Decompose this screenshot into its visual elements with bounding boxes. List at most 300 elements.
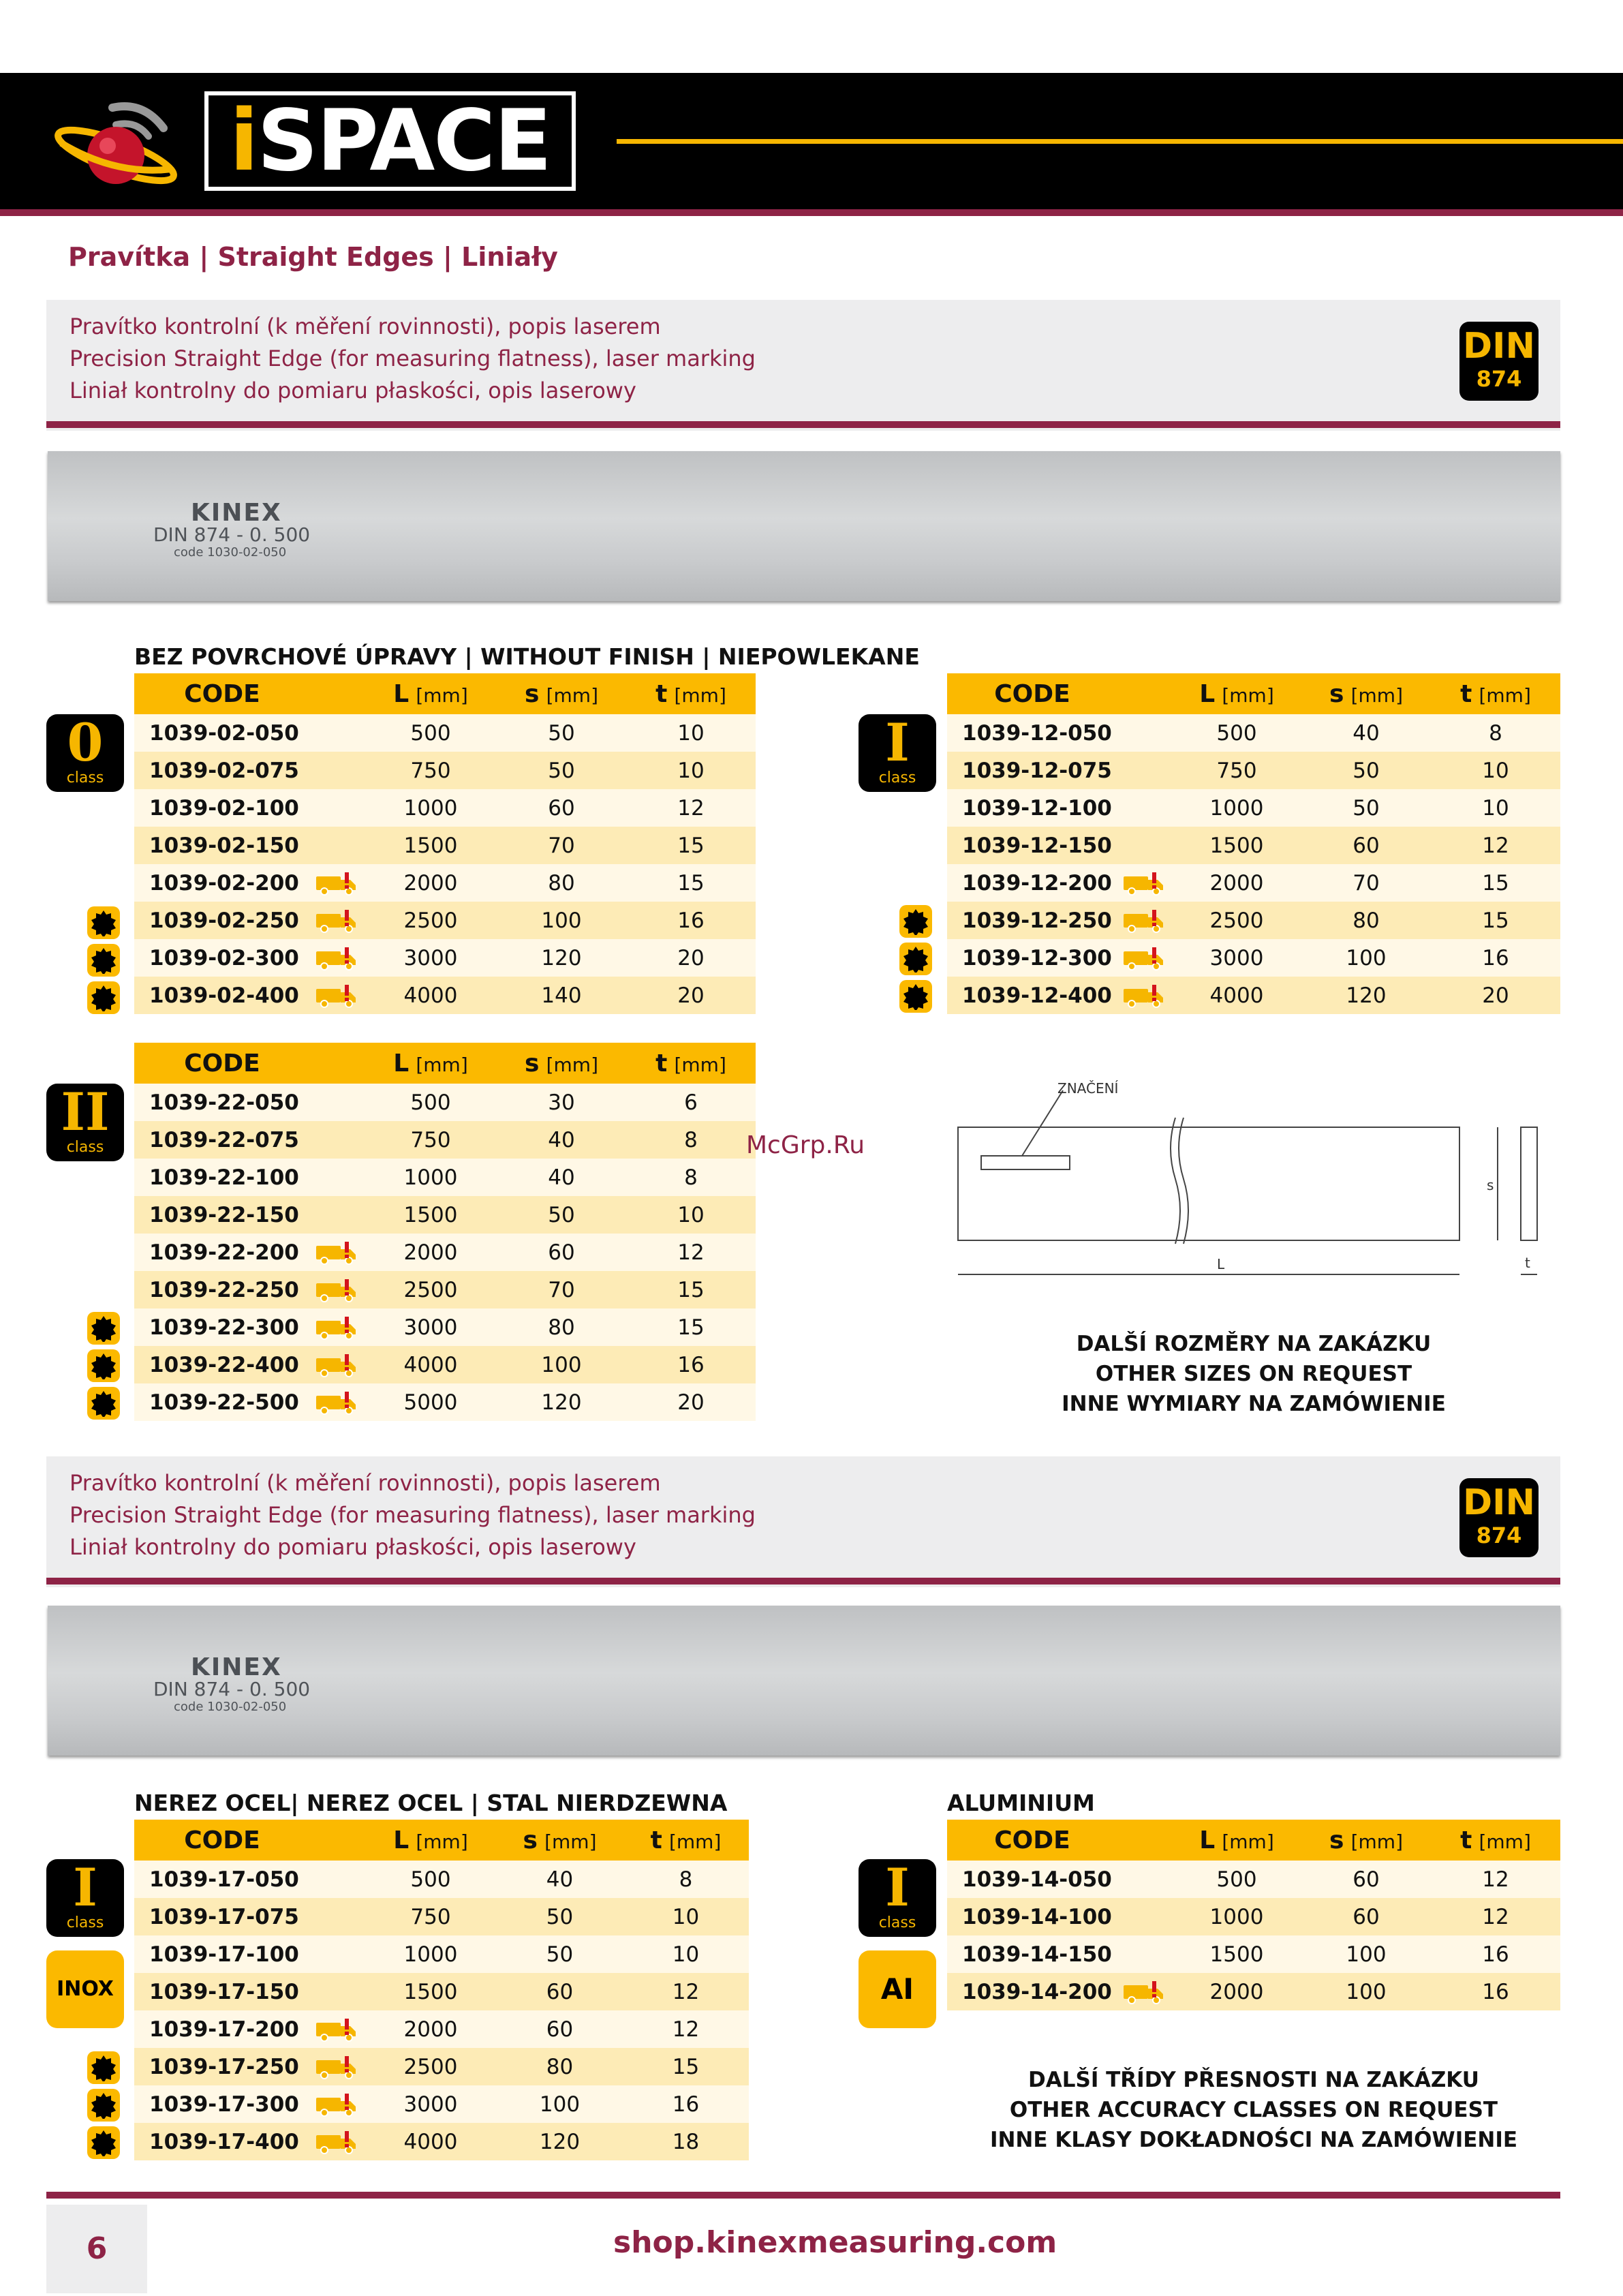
- table-row: [134, 1346, 756, 1383]
- cell-thickness: 6: [626, 1084, 756, 1121]
- code-marking: code 1030-02-050: [174, 545, 287, 560]
- table-row: [947, 977, 1560, 1014]
- cell-length: 1000: [365, 1159, 497, 1196]
- cell-thickness: 20: [1431, 977, 1560, 1014]
- din-marking: DIN 874 - 0. 500: [153, 523, 311, 546]
- inox-table: [134, 1820, 749, 2160]
- cell-code: 1039-22-150: [134, 1196, 310, 1234]
- cell-thickness: 8: [626, 1121, 756, 1159]
- cell-thickness: 15: [626, 864, 756, 902]
- cell-width: 60: [1301, 827, 1431, 864]
- cell-length: 750: [365, 1898, 497, 1935]
- cell-length: 2000: [365, 864, 497, 902]
- cell-width: 60: [497, 1234, 626, 1271]
- table-header-row: [134, 1043, 756, 1084]
- class-1-badge: I class: [859, 714, 936, 792]
- cell-length: 2500: [365, 2048, 497, 2085]
- delivery-truck-icon: [1117, 1973, 1172, 2010]
- alu-table: [947, 1820, 1560, 2010]
- cell-width: 50: [497, 1196, 626, 1234]
- new-item-icon: [87, 906, 120, 939]
- cell-code: 1039-12-100: [947, 789, 1117, 827]
- delivery-truck-icon: [1117, 977, 1172, 1014]
- cell-code: 1039-17-150: [134, 1973, 310, 2010]
- cell-width: 40: [1301, 714, 1431, 752]
- delivery-truck-icon: [1117, 864, 1172, 902]
- col-t: t [mm]: [626, 1043, 756, 1084]
- cell-thickness: 12: [626, 789, 756, 827]
- cell-code: 1039-14-050: [947, 1861, 1117, 1898]
- cell-thickness: 10: [626, 714, 756, 752]
- table-row: [134, 2048, 749, 2085]
- cell-code: 1039-02-400: [134, 977, 310, 1014]
- cell-code: 1039-17-200: [134, 2010, 310, 2048]
- cell-empty: [310, 1898, 365, 1935]
- description-box-1: [46, 300, 1560, 431]
- table-row: [134, 714, 756, 752]
- cell-length: 750: [365, 1121, 497, 1159]
- cell-thickness: 12: [623, 1973, 749, 2010]
- cell-code: 1039-02-250: [134, 902, 310, 939]
- description-en: Precision Straight Edge (for measuring flatness), laser marking: [69, 1502, 756, 1528]
- cell-length: 1000: [365, 789, 497, 827]
- kinex-brand-mark: KINEX: [191, 1653, 282, 1681]
- cell-width: 100: [1301, 939, 1431, 977]
- cell-width: 80: [1301, 902, 1431, 939]
- cell-empty: [310, 1084, 365, 1121]
- col-l: L [mm]: [365, 1043, 497, 1084]
- table-row: [947, 864, 1560, 902]
- new-item-icon: [87, 2089, 120, 2122]
- table-header-row: [134, 673, 756, 714]
- cell-thickness: 15: [626, 827, 756, 864]
- cell-code: 1039-12-200: [947, 864, 1117, 902]
- table-row: [947, 939, 1560, 977]
- table-row: [947, 1898, 1560, 1935]
- cell-length: 1500: [365, 1973, 497, 2010]
- cell-length: 500: [365, 1084, 497, 1121]
- col-code: CODE: [134, 673, 310, 714]
- delivery-truck-icon: [310, 902, 365, 939]
- cell-empty: [310, 827, 365, 864]
- col-l: L [mm]: [1172, 1820, 1301, 1861]
- cell-width: 100: [497, 2085, 623, 2123]
- cell-code: 1039-14-200: [947, 1973, 1117, 2010]
- table-row: [134, 827, 756, 864]
- new-item-icon: [87, 981, 120, 1014]
- cell-length: 3000: [365, 1308, 497, 1346]
- cell-width: 50: [497, 752, 626, 789]
- cell-thickness: 15: [626, 1308, 756, 1346]
- inox-title: NEREZ OCEL| NEREZ OCEL | STAL NIERDZEWNA: [134, 1790, 728, 1816]
- table-row: [947, 752, 1560, 789]
- table-row: [947, 789, 1560, 827]
- cell-width: 100: [497, 902, 626, 939]
- delivery-truck-icon: [310, 864, 365, 902]
- cell-length: 750: [365, 752, 497, 789]
- cell-thickness: 16: [1431, 1935, 1560, 1973]
- cell-width: 140: [497, 977, 626, 1014]
- thickness-label: t: [1525, 1255, 1530, 1271]
- cell-width: 30: [497, 1084, 626, 1121]
- new-item-icon: [87, 2051, 120, 2084]
- col-t: t [mm]: [623, 1820, 749, 1861]
- other-classes-note: DALŠÍ TŘÍDY PŘESNOSTI NA ZAKÁZKU OTHER ACCURACY CLASSES ON REQUEST INNE KLASY DOKŁADNOŚCI NA ZAMÓWIENIE: [989, 2068, 1518, 2152]
- col-l: L [mm]: [365, 1820, 497, 1861]
- cell-code: 1039-17-100: [134, 1935, 310, 1973]
- cell-code: 1039-14-150: [947, 1935, 1117, 1973]
- class-1-table: [947, 673, 1560, 1014]
- cell-length: 4000: [1172, 977, 1301, 1014]
- alu-material-badge: AI: [859, 1950, 936, 2028]
- cell-code: 1039-12-150: [947, 827, 1117, 864]
- col-s: s [mm]: [1301, 1820, 1431, 1861]
- table-row: [947, 714, 1560, 752]
- table-row: [134, 1973, 749, 2010]
- inox-class-badge: I class: [46, 1859, 124, 1937]
- cell-width: 70: [497, 1271, 626, 1308]
- cell-width: 60: [497, 1973, 623, 2010]
- cell-thickness: 16: [623, 2085, 749, 2123]
- header-divider: [0, 209, 1623, 216]
- cell-length: 1500: [365, 827, 497, 864]
- cell-width: 50: [497, 1935, 623, 1973]
- new-item-icon: [899, 943, 932, 975]
- cell-length: 3000: [1172, 939, 1301, 977]
- cell-code: 1039-22-500: [134, 1383, 310, 1421]
- table-row: [134, 939, 756, 977]
- new-item-icon: [87, 1387, 120, 1420]
- table-row: [947, 1973, 1560, 2010]
- description-divider-2: [46, 1578, 1560, 1585]
- cell-width: 80: [497, 1308, 626, 1346]
- cell-empty: [310, 752, 365, 789]
- table-header-row: [947, 1820, 1560, 1861]
- delivery-truck-icon: [310, 2123, 365, 2160]
- cell-thickness: 12: [626, 1234, 756, 1271]
- cell-thickness: 18: [623, 2123, 749, 2160]
- cell-width: 40: [497, 1121, 626, 1159]
- cell-thickness: 10: [623, 1935, 749, 1973]
- class-2-table: [134, 1043, 756, 1421]
- cell-empty: [310, 1935, 365, 1973]
- col-s: s [mm]: [1301, 673, 1431, 714]
- code-marking: code 1030-02-050: [174, 1700, 287, 1714]
- cell-length: 2500: [1172, 902, 1301, 939]
- cell-length: 500: [1172, 1861, 1301, 1898]
- table-row: [134, 2123, 749, 2160]
- page-number: 6: [86, 2231, 108, 2266]
- cell-width: 70: [1301, 864, 1431, 902]
- cell-thickness: 10: [1431, 752, 1560, 789]
- cell-length: 2000: [1172, 1973, 1301, 2010]
- cell-length: 1000: [365, 1935, 497, 1973]
- logo-letter-i: i: [230, 92, 258, 190]
- other-sizes-note: DALŠÍ ROZMĚRY NA ZAKÁZKU OTHER SIZES ON REQUEST INNE WYMIARY NA ZAMÓWIENIE: [1062, 1332, 1446, 1416]
- cell-empty: [1117, 1898, 1172, 1935]
- cell-empty: [1117, 1861, 1172, 1898]
- cell-thickness: 12: [623, 2010, 749, 2048]
- cell-thickness: 10: [1431, 789, 1560, 827]
- cell-width: 80: [497, 2048, 623, 2085]
- cell-length: 2000: [1172, 864, 1301, 902]
- cell-code: 1039-12-400: [947, 977, 1117, 1014]
- footer-divider: [46, 2192, 1560, 2199]
- cell-code: 1039-12-300: [947, 939, 1117, 977]
- cell-thickness: 10: [626, 1196, 756, 1234]
- cell-width: 40: [497, 1861, 623, 1898]
- description-pl: Liniał kontrolny do pomiaru płaskości, opis laserowy: [69, 378, 636, 403]
- cell-length: 2000: [365, 1234, 497, 1271]
- table-row: [947, 1935, 1560, 1973]
- cell-code: 1039-02-200: [134, 864, 310, 902]
- description-box-2: [46, 1456, 1560, 1587]
- cell-code: 1039-12-250: [947, 902, 1117, 939]
- cell-code: 1039-22-075: [134, 1121, 310, 1159]
- cell-code: 1039-22-200: [134, 1234, 310, 1271]
- delivery-truck-icon: [310, 1346, 365, 1383]
- shop-link[interactable]: shop.kinexmeasuring.com: [613, 2225, 1057, 2260]
- cell-length: 750: [1172, 752, 1301, 789]
- cell-code: 1039-02-150: [134, 827, 310, 864]
- table-row: [134, 1271, 756, 1308]
- planet-logo-icon: [48, 87, 184, 196]
- cell-width: 100: [1301, 1973, 1431, 2010]
- col-s: s [mm]: [497, 673, 626, 714]
- table-row: [947, 1861, 1560, 1898]
- table-row: [134, 2010, 749, 2048]
- table-row: [134, 1084, 756, 1121]
- cell-width: 50: [497, 1898, 623, 1935]
- new-item-icon: [87, 1349, 120, 1382]
- description-cz: Pravítko kontrolní (k měření rovinnosti), popis laserem: [69, 1470, 661, 1496]
- cell-code: 1039-22-050: [134, 1084, 310, 1121]
- delivery-truck-icon: [310, 977, 365, 1014]
- straight-edge-photo-1: [48, 451, 1560, 601]
- description-pl: Liniał kontrolny do pomiaru płaskości, opis laserowy: [69, 1534, 636, 1560]
- cell-code: 1039-17-300: [134, 2085, 310, 2123]
- cell-empty: [1117, 714, 1172, 752]
- description-cz: Pravítko kontrolní (k měření rovinnosti), popis laserem: [69, 313, 661, 339]
- cell-empty: [310, 1861, 365, 1898]
- ispace-logo: [204, 91, 576, 191]
- cell-thickness: 20: [626, 977, 756, 1014]
- cell-code: 1039-22-100: [134, 1159, 310, 1196]
- length-label: L: [1217, 1256, 1225, 1272]
- table-row: [134, 752, 756, 789]
- cell-code: 1039-17-400: [134, 2123, 310, 2160]
- col-code: CODE: [947, 1820, 1117, 1861]
- class-0-table: [134, 673, 756, 1014]
- col-s: s [mm]: [497, 1820, 623, 1861]
- inox-material-badge: INOX: [46, 1950, 124, 2028]
- cell-thickness: 20: [626, 939, 756, 977]
- logo-letters-space: SPACE: [257, 92, 551, 190]
- cell-empty: [310, 1159, 365, 1196]
- table-row: [134, 1196, 756, 1234]
- cell-thickness: 15: [1431, 902, 1560, 939]
- cell-width: 50: [1301, 789, 1431, 827]
- din-874-badge: DIN 874: [1459, 322, 1539, 401]
- delivery-truck-icon: [310, 1308, 365, 1346]
- cell-width: 50: [497, 714, 626, 752]
- page-title: Pravítka | Straight Edges | Liniały: [68, 242, 558, 272]
- delivery-truck-icon: [310, 1234, 365, 1271]
- cell-width: 100: [1301, 1935, 1431, 1973]
- cell-width: 60: [497, 789, 626, 827]
- cell-length: 5000: [365, 1383, 497, 1421]
- cell-length: 1000: [1172, 789, 1301, 827]
- col-l: L [mm]: [365, 673, 497, 714]
- kinex-brand-mark: KINEX: [191, 499, 282, 527]
- cell-length: 3000: [365, 2085, 497, 2123]
- cell-thickness: 20: [626, 1383, 756, 1421]
- cell-thickness: 12: [1431, 1861, 1560, 1898]
- cell-length: 1500: [1172, 827, 1301, 864]
- table-row: [134, 864, 756, 902]
- table-row: [134, 902, 756, 939]
- delivery-truck-icon: [310, 2048, 365, 2085]
- cell-thickness: 16: [1431, 939, 1560, 977]
- cell-code: 1039-17-250: [134, 2048, 310, 2085]
- delivery-truck-icon: [1117, 939, 1172, 977]
- cell-code: 1039-22-400: [134, 1346, 310, 1383]
- table-row: [134, 1383, 756, 1421]
- table-row: [134, 1935, 749, 1973]
- cell-length: 4000: [365, 2123, 497, 2160]
- col-code: CODE: [134, 1820, 310, 1861]
- cell-width: 120: [497, 2123, 623, 2160]
- delivery-truck-icon: [1117, 902, 1172, 939]
- col-t: t [mm]: [626, 673, 756, 714]
- cell-thickness: 12: [1431, 827, 1560, 864]
- cell-code: 1039-12-050: [947, 714, 1117, 752]
- cell-code: 1039-22-250: [134, 1271, 310, 1308]
- cell-length: 1500: [1172, 1935, 1301, 1973]
- table-row: [134, 789, 756, 827]
- cell-empty: [310, 1973, 365, 2010]
- table-header-row: [947, 673, 1560, 714]
- cell-width: 80: [497, 864, 626, 902]
- cell-code: 1039-12-075: [947, 752, 1117, 789]
- table-row: [134, 1159, 756, 1196]
- delivery-truck-icon: [310, 2085, 365, 2123]
- cell-empty: [1117, 827, 1172, 864]
- cell-width: 60: [1301, 1898, 1431, 1935]
- new-item-icon: [87, 2126, 120, 2159]
- width-label: s: [1487, 1177, 1494, 1193]
- cell-width: 60: [497, 2010, 623, 2048]
- col-t: t [mm]: [1431, 673, 1560, 714]
- cell-code: 1039-02-100: [134, 789, 310, 827]
- cell-thickness: 12: [1431, 1898, 1560, 1935]
- cell-length: 500: [1172, 714, 1301, 752]
- cell-empty: [1117, 789, 1172, 827]
- cell-empty: [310, 1121, 365, 1159]
- finish-title: BEZ POVRCHOVÉ ÚPRAVY | WITHOUT FINISH | NIEPOWLEKANE: [134, 643, 920, 670]
- cell-code: 1039-02-075: [134, 752, 310, 789]
- new-item-icon: [899, 980, 932, 1013]
- table-row: [134, 1121, 756, 1159]
- new-item-icon: [87, 1312, 120, 1345]
- cell-length: 3000: [365, 939, 497, 977]
- cell-length: 500: [365, 1861, 497, 1898]
- table-row: [947, 827, 1560, 864]
- cell-empty: [1117, 1935, 1172, 1973]
- table-row: [947, 902, 1560, 939]
- header-yellow-rule: [617, 139, 1623, 144]
- cell-width: 70: [497, 827, 626, 864]
- table-row: [134, 1898, 749, 1935]
- alu-title: ALUMINIUM: [947, 1790, 1095, 1816]
- col-code: CODE: [134, 1043, 310, 1084]
- col-l: L [mm]: [1172, 673, 1301, 714]
- marking-label: ZNAČENÍ: [1057, 1080, 1119, 1097]
- table-header-row: [134, 1820, 749, 1861]
- cell-thickness: 10: [623, 1898, 749, 1935]
- cell-length: 2500: [365, 1271, 497, 1308]
- delivery-truck-icon: [310, 1271, 365, 1308]
- cell-width: 120: [497, 939, 626, 977]
- new-item-icon: [899, 905, 932, 938]
- delivery-truck-icon: [310, 939, 365, 977]
- col-code: CODE: [947, 673, 1117, 714]
- cell-thickness: 15: [1431, 864, 1560, 902]
- cell-thickness: 16: [626, 902, 756, 939]
- cell-thickness: 8: [623, 1861, 749, 1898]
- cell-thickness: 16: [1431, 1973, 1560, 2010]
- cell-code: 1039-22-300: [134, 1308, 310, 1346]
- cell-thickness: 16: [626, 1346, 756, 1383]
- cell-code: 1039-02-050: [134, 714, 310, 752]
- cell-width: 120: [1301, 977, 1431, 1014]
- cell-width: 60: [1301, 1861, 1431, 1898]
- cell-length: 4000: [365, 977, 497, 1014]
- watermark: McGrp.Ru: [746, 1131, 865, 1159]
- delivery-truck-icon: [310, 1383, 365, 1421]
- cell-code: 1039-17-050: [134, 1861, 310, 1898]
- din-874-badge: DIN 874: [1459, 1478, 1539, 1557]
- cell-code: 1039-17-075: [134, 1898, 310, 1935]
- cell-length: 2000: [365, 2010, 497, 2048]
- col-t: t [mm]: [1431, 1820, 1560, 1861]
- cell-length: 2500: [365, 902, 497, 939]
- cell-width: 100: [497, 1346, 626, 1383]
- col-s: s [mm]: [497, 1043, 626, 1084]
- cell-length: 1000: [1172, 1898, 1301, 1935]
- cell-code: 1039-14-100: [947, 1898, 1117, 1935]
- cell-empty: [1117, 752, 1172, 789]
- cell-width: 50: [1301, 752, 1431, 789]
- table-row: [134, 977, 756, 1014]
- table-row: [134, 1308, 756, 1346]
- cell-thickness: 8: [1431, 714, 1560, 752]
- cell-empty: [310, 714, 365, 752]
- cell-length: 500: [365, 714, 497, 752]
- table-row: [134, 2085, 749, 2123]
- description-divider-1: [46, 421, 1560, 428]
- table-row: [134, 1861, 749, 1898]
- alu-class-badge: I class: [859, 1859, 936, 1937]
- cell-thickness: 15: [626, 1271, 756, 1308]
- class-0-badge: 0 class: [46, 714, 124, 792]
- cell-empty: [310, 789, 365, 827]
- cell-code: 1039-02-300: [134, 939, 310, 977]
- description-en: Precision Straight Edge (for measuring flatness), laser marking: [69, 346, 756, 371]
- straight-edge-photo-2: [48, 1606, 1560, 1756]
- cell-thickness: 15: [623, 2048, 749, 2085]
- table-row: [134, 1234, 756, 1271]
